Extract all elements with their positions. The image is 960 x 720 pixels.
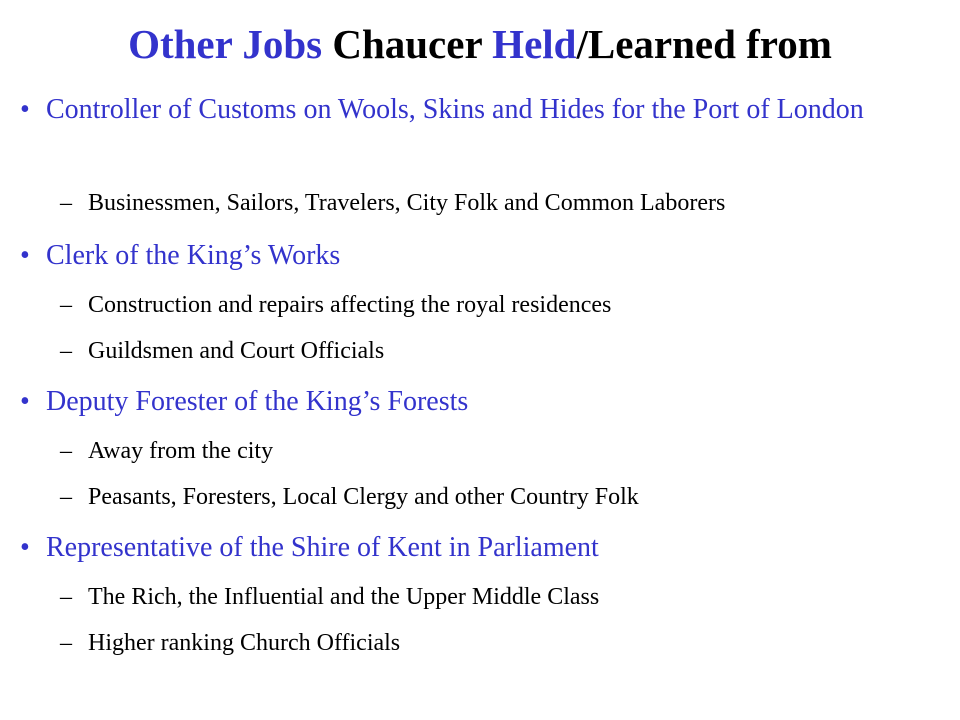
sub-bullet-text: Peasants, Foresters, Local Clergy and other Country Folk <box>88 484 639 510</box>
bullet-marker: • <box>20 94 30 125</box>
title-word-learned-from: /Learned from <box>576 21 832 67</box>
sub-bullet-marker: – <box>60 190 72 216</box>
title-word-chaucer: Chaucer <box>332 21 482 67</box>
title-word-other: Other <box>128 21 233 67</box>
title-word-jobs: Jobs <box>242 21 323 67</box>
sub-bullet-text: The Rich, the Influential and the Upper Middle Class <box>88 584 600 610</box>
bullet-text: Representative of the Shire of Kent in Parliament <box>46 532 599 563</box>
sub-bullet-text: Higher ranking Church Officials <box>88 630 401 656</box>
sub-bullet-marker: – <box>60 292 72 318</box>
bullet-marker: • <box>20 532 30 563</box>
sub-bullet-text: Guildsmen and Court Officials <box>88 338 385 364</box>
sub-bullet-text: Businessmen, Sailors, Travelers, City Folk and Common Laborers <box>88 190 726 216</box>
bullet-marker: • <box>20 386 30 417</box>
title-word-held: Held <box>492 21 577 67</box>
slide-title <box>0 16 960 72</box>
bullet-text: Deputy Forester of the King’s Forests <box>46 386 469 417</box>
sub-bullet-marker: – <box>60 584 72 610</box>
sub-bullet-marker: – <box>60 484 72 510</box>
bullet-text: Controller of Customs on Wools, Skins and Hides for the Port of London <box>46 94 864 125</box>
sub-bullet-marker: – <box>60 438 72 464</box>
sub-bullet-marker: – <box>60 338 72 364</box>
sub-bullet-text: Away from the city <box>88 438 274 464</box>
sub-bullet-text: Construction and repairs affecting the royal residences <box>88 292 612 318</box>
bullet-text: Clerk of the King’s Works <box>46 240 341 271</box>
sub-bullet-marker: – <box>60 630 72 656</box>
bullet-marker: • <box>20 240 30 271</box>
